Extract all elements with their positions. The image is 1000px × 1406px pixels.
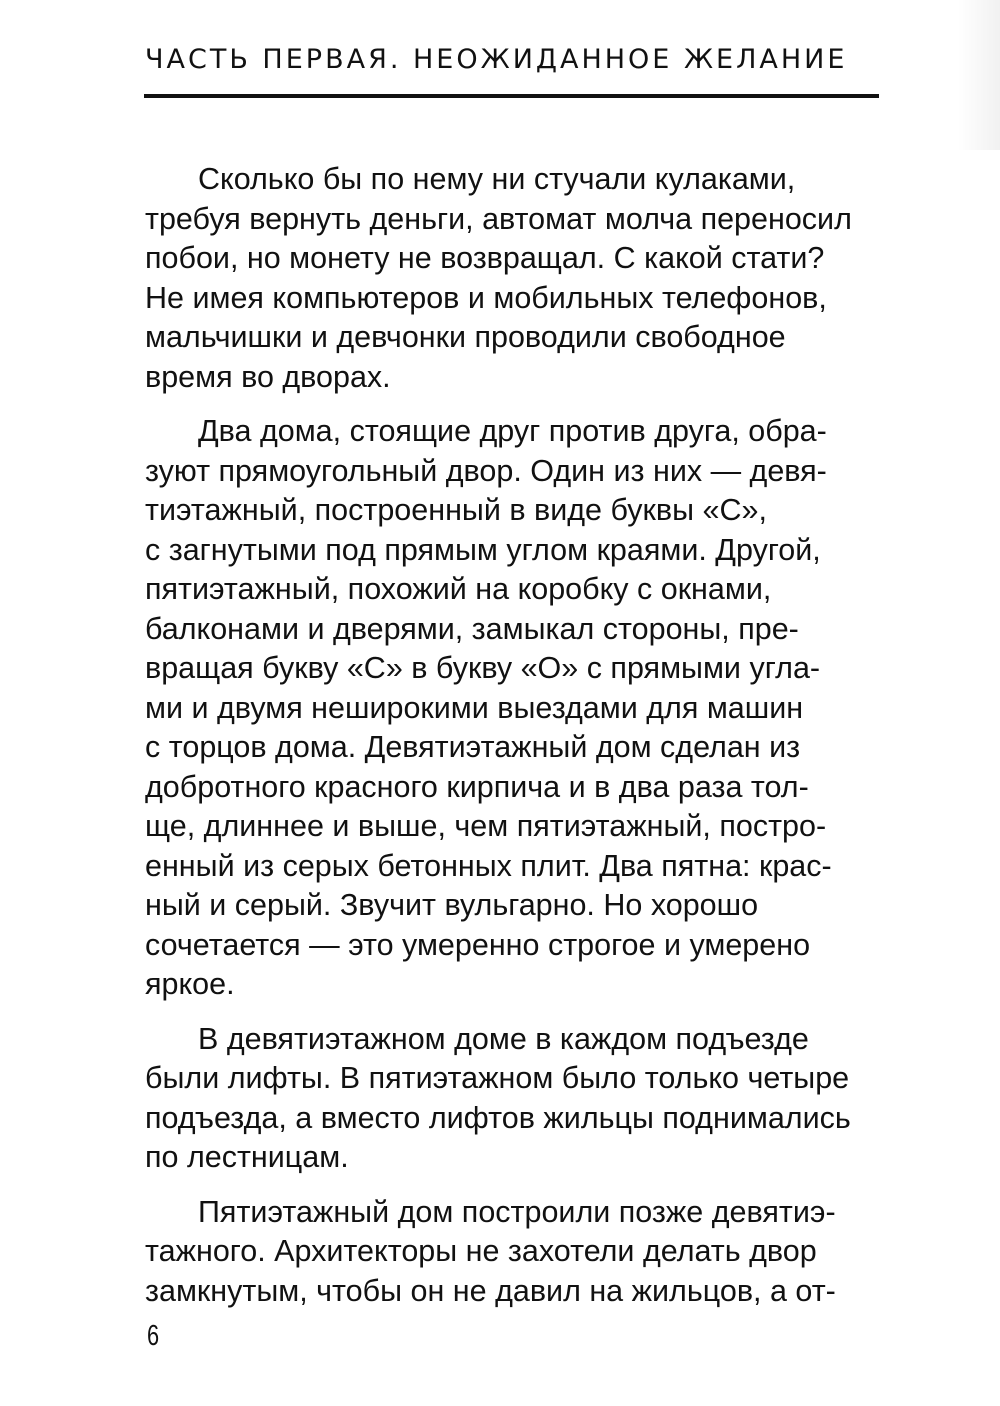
page-number: 6 [147,1320,160,1352]
running-header: ЧАСТЬ ПЕРВАЯ. НЕОЖИДАННОЕ ЖЕЛАНИЕ [145,44,848,75]
body-text [145,160,880,1326]
header-rule [144,94,879,98]
paragraph-3: В девятиэтажном доме в каждом подъезде были лифты. В пятиэтажном было только четыре подъезда, а вместо лифтов жильцы поднимались по лестницам. [145,1021,851,1174]
paragraph-4: Пятиэтажный дом построили позже девятиэ- тажного. Архитекторы не захотели делать двор замкнутым, чтобы он не давил на жильцов, а от- [145,1194,836,1308]
paragraph-2: Два дома, стоящие друг против друга, обра- зуют прямоугольный двор. Один из них — девя- тиэтажный, построенный в виде буквы «С», с загнутыми под прямым углом краями. Другой, пятиэтажный, похожий на коробку с окнами, балконами и дверями, замыкал стороны, пре- вращая букву «С» в букву «О» с прямыми угла- ми и двумя неширокими выездами для машин с торцов дома. Девятиэтажный дом сделан из добротного красного кирпича и в два раза тол- ще, длиннее и выше, чем пятиэтажный, постро- енный из серых бетонных плит. Два пятна: крас- ный и серый. Звучит вульгарно. Но хорошо сочетается — это умеренно строгое и умерено яркое. [145,414,832,1001]
page-edge-shadow [958,0,1000,150]
paragraph-1: Сколько бы по нему ни стучали кулаками, требуя вернуть деньги, автомат молча переносил побои, но монету не возвращал. С какой стати? Не имея компьютеров и мобильных телефонов, мальчишки и девчонки проводили свободное время во дворах. [145,162,852,394]
